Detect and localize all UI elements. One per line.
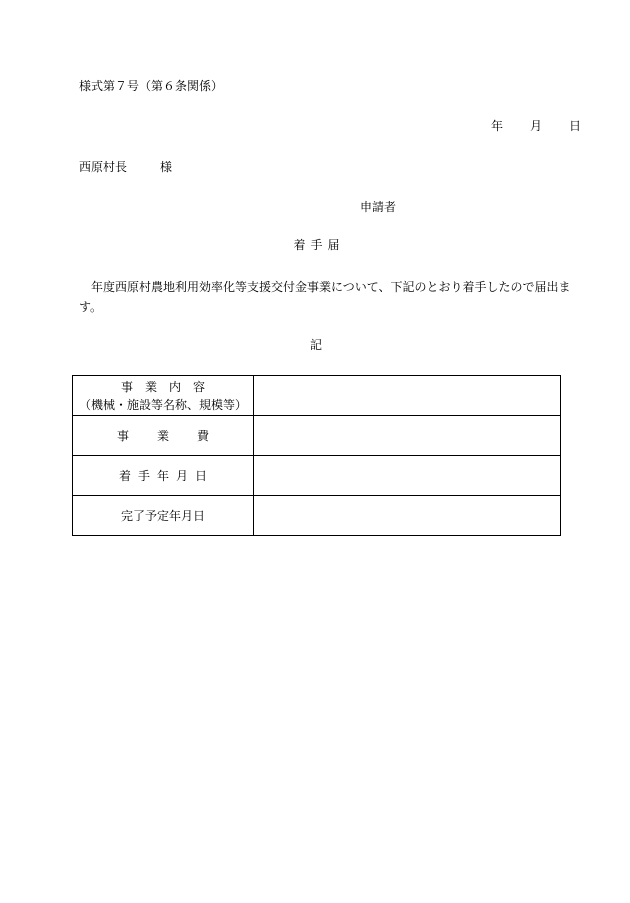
date-month: 月 [529, 119, 542, 133]
value-cell-completion-date[interactable] [254, 496, 561, 536]
date-year: 年 [491, 119, 504, 133]
addressee-name: 西原村長 [79, 160, 128, 174]
body-text: 年度西原村農地利用効率化等支援交付金事業について、下記のとおり着手したので届出ます。 [79, 280, 571, 314]
addressee-honorific: 様 [160, 160, 173, 174]
date-day: 日 [568, 119, 581, 133]
label-subtext: （機械・施設等名称、規模等） [78, 397, 247, 412]
document-title: 着手届 [293, 238, 345, 252]
value-cell-business-content[interactable] [254, 376, 561, 416]
label-text: 完了予定年月日 [120, 508, 205, 523]
row-label-business-content [73, 376, 254, 416]
row-label-completion-date [73, 496, 254, 536]
applicant-label: 申請者 [360, 200, 397, 214]
value-cell-business-cost[interactable] [254, 416, 561, 456]
ki-heading: 記 [309, 338, 322, 352]
row-label-business-cost [73, 416, 254, 456]
label-text: 事業内容 [120, 379, 217, 394]
table-row [73, 456, 561, 496]
detail-table [72, 375, 561, 536]
date-line [491, 118, 581, 134]
table-row [73, 416, 561, 456]
table-row [73, 496, 561, 536]
table-row [73, 376, 561, 416]
row-label-start-date [73, 456, 254, 496]
label-text: 着手年月日 [118, 468, 214, 483]
addressee [79, 159, 172, 175]
value-cell-start-date[interactable] [254, 456, 561, 496]
label-text: 事業費 [116, 428, 237, 443]
form-number: 様式第７号（第６条関係） [79, 79, 224, 93]
